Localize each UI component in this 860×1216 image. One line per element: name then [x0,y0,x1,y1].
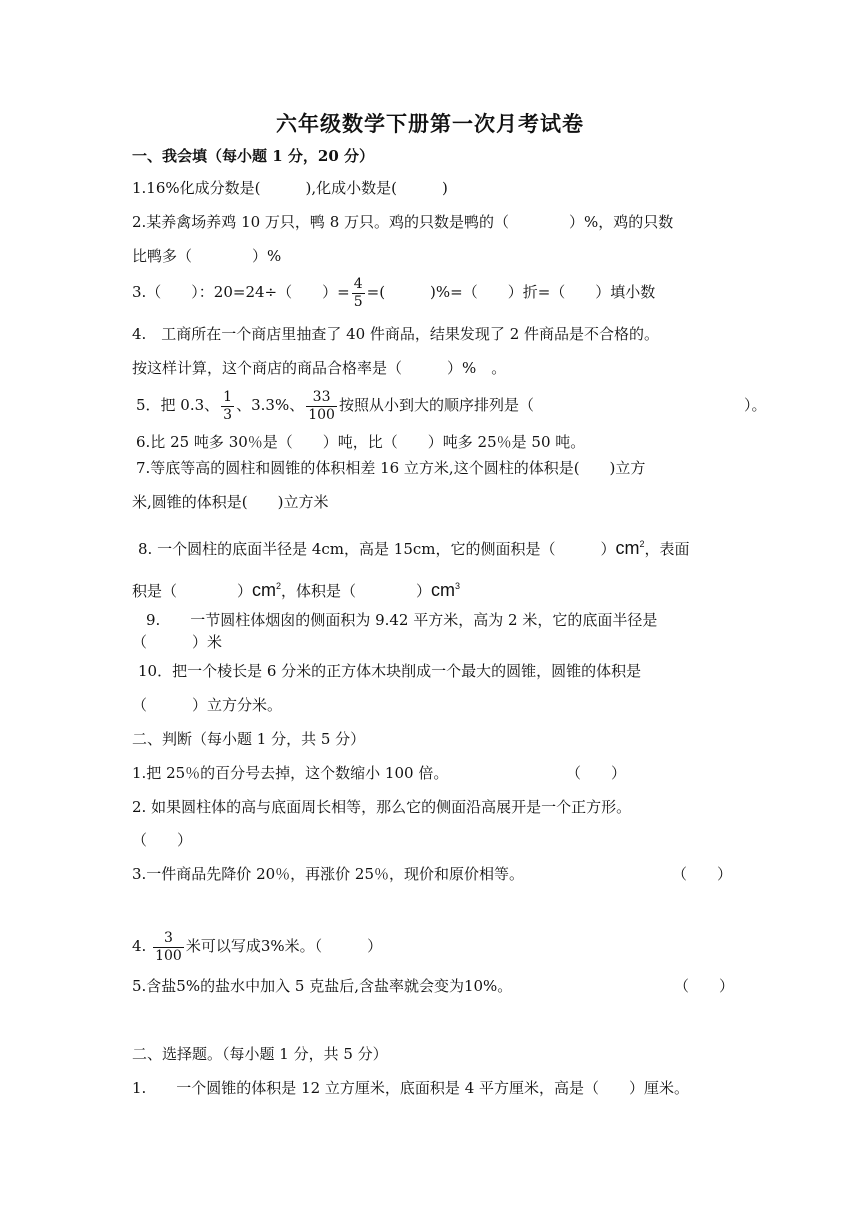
q3-suffix: =( )%=（ ）折=（ ）填小数 [366,283,656,301]
q5-suffix: 按照从小到大的顺序排列是（ ）。 [338,396,767,414]
q5-prefix: 5．把 0.3、 [136,396,220,414]
s1-question-7-line-1: 7.等底等高的圆柱和圆锥的体积相差 16 立方米,这个圆柱的体积是( )立方 [136,459,646,477]
s2-question-4 [132,926,382,966]
fraction-numerator: 1 [223,388,233,405]
s1-question-2-line-1: 2.某养禽场养鸡 10 万只，鸭 8 万只。鸡的只数是鸭的（ ）%，鸡的只数 [132,213,674,231]
s1-question-10-line-2: （ ）立方分米。 [132,696,283,714]
s2-question-3: 3.一件商品先降价 20％，再涨价 25％，现价和原价相等。 [132,865,525,883]
s2-question-5: 5.含盐5%的盐水中加入 5 克盐后,含盐率就会变为10%。 [132,977,513,995]
unit-cm: cm [252,580,277,600]
s2-question-2-line-1: 2. 如果圆柱体的高与底面周长相等，那么它的侧面沿高展开是一个正方形。 [132,798,632,816]
s2-question-1 [132,763,448,783]
exponent-2: 2 [639,539,645,549]
q4-suffix: 米可以写成3%米。（ ） [185,937,383,955]
unit-square-cm [252,580,281,600]
s1-question-2-line-2: 比鸭多（ ）% [132,247,282,265]
q4-prefix: 4. [132,937,147,955]
s1-question-5 [136,384,766,426]
q8-text: 8. 一个圆柱的底面半径是 4cm，高是 15cm，它的侧面积是（ ） [138,540,616,558]
exponent-3: 3 [455,581,461,591]
fraction-numerator: 33 [306,389,337,407]
q3-prefix: 3.（ ）：20=24÷（ ）= [132,283,350,301]
fraction-numerator: 4 [353,275,363,292]
fraction-denominator: 5 [353,293,363,310]
fraction-1-3 [221,389,234,424]
section-3-heading: 二、选择题。（每小题 1 分，共 5 分） [132,1045,388,1063]
q8-text-end: ，表面 [644,540,690,558]
q5-middle: 、3.3%、 [236,396,305,414]
s1-question-4-line-1: 4. 工商所在一个商店里抽查了 40 件商品，结果发现了 2 件商品是不合格的。 [132,325,660,343]
section-1-heading: 一、我会填（每小题 1 分，20 分） [132,147,374,165]
s1-question-1: 1.16%化成分数是( ),化成小数是( ) [132,179,448,197]
fraction-denominator: 3 [223,406,233,423]
fraction-3-100 [153,930,184,965]
s1-question-9-line-1: 9. 一节圆柱体烟囱的侧面积为 9.42 平方米，高为 2 米，它的底面半径是 [146,611,658,629]
s2-q1-text: 1.把 25％的百分号去掉，这个数缩小 100 倍。 [132,764,449,782]
answer-paren: （ ） [674,977,735,995]
s1-question-10-line-1: 10．把一个棱长是 6 分米的正方体木块削成一个最大的圆锥，圆锥的体积是 [138,662,642,680]
s3-question-1: 1. 一个圆锥的体积是 12 立方厘米，底面积是 4 平方厘米，高是（ ）厘米。 [132,1079,690,1097]
fraction-33-100 [306,389,337,424]
answer-paren: （ ） [672,865,733,883]
unit-cm: cm [615,538,640,558]
page-title: 六年级数学下册第一次月考试卷 [276,111,584,136]
q8-area-text: 积是（ ） [132,582,253,600]
s1-question-8-line-1 [138,534,690,559]
s1-question-4-line-2: 按这样计算，这个商店的商品合格率是（ ）% 。 [132,359,507,377]
fraction-denominator: 100 [155,947,182,964]
exponent-2: 2 [276,581,282,591]
fraction-numerator: 3 [153,930,184,948]
section-2-heading: 二、判断（每小题 1 分，共 5 分） [132,730,366,748]
fraction-denominator: 100 [308,406,335,423]
s1-question-7-line-2: 米,圆锥的体积是( )立方米 [132,493,329,511]
s1-question-8-line-2 [132,576,460,601]
unit-cm: cm [431,580,456,600]
unit-square-cm [616,538,645,558]
q8-volume-text: ，体积是（ ） [281,582,432,600]
fraction-4-5 [352,276,365,311]
s1-question-3 [132,272,655,312]
unit-cubic-cm [431,580,460,600]
answer-paren: （ ） [566,764,627,782]
s2-question-2-line-2: （ ） [132,831,193,849]
s1-question-6: 6.比 25 吨多 30％是（ ）吨，比（ ）吨多 25％是 50 吨。 [136,433,586,451]
s1-question-9-line-2: （ ）米 [132,633,223,651]
